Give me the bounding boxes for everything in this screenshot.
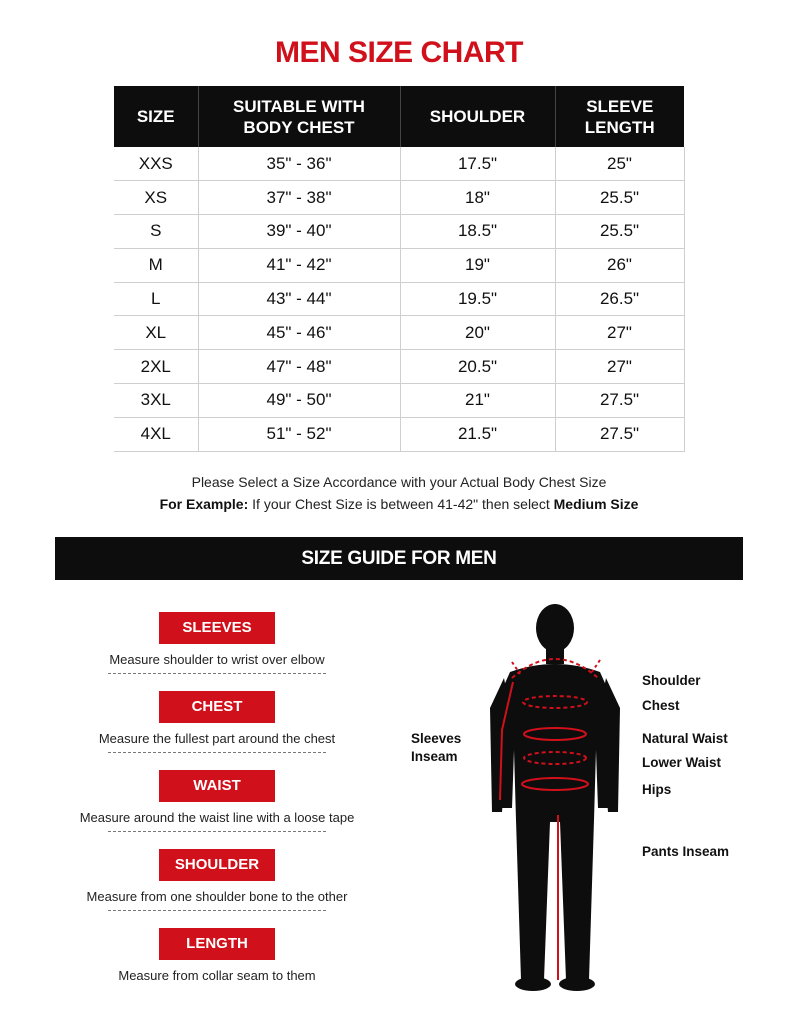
cell-sleeve-length: 26.5" xyxy=(555,282,684,316)
chest-description: Measure the fullest part around the chest xyxy=(98,731,336,746)
cell-shoulder: 19" xyxy=(400,248,555,282)
cell-body-chest: 35" - 36" xyxy=(198,147,400,181)
cell-size: 2XL xyxy=(114,350,198,384)
table-row xyxy=(114,384,684,418)
measure-shoulder xyxy=(50,849,384,911)
figure-label-pants-inseam: Pants Inseam xyxy=(642,844,730,859)
cell-shoulder: 17.5" xyxy=(400,147,555,181)
table-row xyxy=(114,248,684,282)
cell-shoulder: 18.5" xyxy=(400,215,555,249)
sleeves-description: Measure shoulder to wrist over elbow xyxy=(109,652,325,667)
table-row xyxy=(114,350,684,384)
figure-label-natural-waist: Natural Waist xyxy=(642,731,728,746)
figure-label-chest: Chest xyxy=(642,698,680,713)
cell-shoulder: 20.5" xyxy=(400,350,555,384)
cell-sleeve-length: 25" xyxy=(555,147,684,181)
header-body-chest: SUITABLE WITH BODY CHEST xyxy=(198,86,400,147)
header-size: SIZE xyxy=(114,86,198,147)
cell-shoulder: 21" xyxy=(400,384,555,418)
cell-sleeve-length: 27" xyxy=(555,316,684,350)
chest-badge: CHEST xyxy=(159,691,275,723)
cell-body-chest: 43" - 44" xyxy=(198,282,400,316)
cell-sleeve-length: 25.5" xyxy=(555,181,684,215)
size-example-note xyxy=(0,496,798,512)
cell-size: XXS xyxy=(114,147,198,181)
measure-chest xyxy=(50,691,384,753)
shoulder-description: Measure from one shoulder bone to the other xyxy=(86,889,348,904)
size-chart-table xyxy=(114,86,685,452)
example-label: For Example: xyxy=(159,496,249,512)
cell-shoulder: 20" xyxy=(400,316,555,350)
table-row xyxy=(114,147,684,181)
cell-size: L xyxy=(114,282,198,316)
shoulder-badge: SHOULDER xyxy=(159,849,275,881)
divider xyxy=(108,910,326,911)
cell-sleeve-length: 27" xyxy=(555,350,684,384)
size-guide-banner: SIZE GUIDE FOR MEN xyxy=(55,537,743,580)
header-sleeve-length: SLEEVE LENGTH xyxy=(555,86,684,147)
measure-sleeves xyxy=(50,612,384,674)
size-selection-note: Please Select a Size Accordance with your Actual Body Chest Size xyxy=(191,474,607,490)
table-row xyxy=(114,282,684,316)
figure-label-shoulder: Shoulder xyxy=(642,673,701,688)
cell-body-chest: 45" - 46" xyxy=(198,316,400,350)
cell-size: XS xyxy=(114,181,198,215)
cell-body-chest: 39" - 40" xyxy=(198,215,400,249)
figure-label-hips: Hips xyxy=(642,782,672,797)
cell-body-chest: 47" - 48" xyxy=(198,350,400,384)
cell-body-chest: 37" - 38" xyxy=(198,181,400,215)
man-silhouette-figure xyxy=(480,600,630,992)
cell-shoulder: 19.5" xyxy=(400,282,555,316)
cell-shoulder: 18" xyxy=(400,181,555,215)
sleeves-badge: SLEEVES xyxy=(159,612,275,644)
measure-waist xyxy=(50,770,384,832)
figure-label-lower-waist: Lower Waist xyxy=(642,755,722,770)
divider xyxy=(108,673,326,674)
length-description: Measure from collar seam to them xyxy=(118,968,316,983)
cell-size: S xyxy=(114,215,198,249)
example-emphasis: Medium Size xyxy=(553,496,639,512)
table-row xyxy=(114,215,684,249)
divider xyxy=(108,752,326,753)
figure-label-sleeves: Sleeves xyxy=(411,731,462,746)
cell-body-chest: 51" - 52" xyxy=(198,417,400,451)
table-row xyxy=(114,181,684,215)
length-badge: LENGTH xyxy=(159,928,275,960)
page-title: MEN SIZE CHART xyxy=(275,36,523,69)
cell-size: 4XL xyxy=(114,417,198,451)
cell-sleeve-length: 27.5" xyxy=(555,384,684,418)
figure-label-inseam: Inseam xyxy=(411,749,458,764)
table-row xyxy=(114,417,684,451)
cell-sleeve-length: 25.5" xyxy=(555,215,684,249)
cell-shoulder: 21.5" xyxy=(400,417,555,451)
cell-sleeve-length: 26" xyxy=(555,248,684,282)
cell-size: 3XL xyxy=(114,384,198,418)
cell-body-chest: 41" - 42" xyxy=(198,248,400,282)
header-shoulder: SHOULDER xyxy=(400,86,555,147)
table-header-row xyxy=(114,86,684,147)
cell-size: M xyxy=(114,248,198,282)
cell-sleeve-length: 27.5" xyxy=(555,417,684,451)
measure-length xyxy=(50,928,384,983)
divider xyxy=(108,831,326,832)
example-text: If your Chest Size is between 41-42" then select xyxy=(248,496,554,512)
silhouette-body xyxy=(490,604,620,991)
waist-description: Measure around the waist line with a loose tape xyxy=(79,810,355,825)
waist-badge: WAIST xyxy=(159,770,275,802)
cell-body-chest: 49" - 50" xyxy=(198,384,400,418)
table-row xyxy=(114,316,684,350)
cell-size: XL xyxy=(114,316,198,350)
